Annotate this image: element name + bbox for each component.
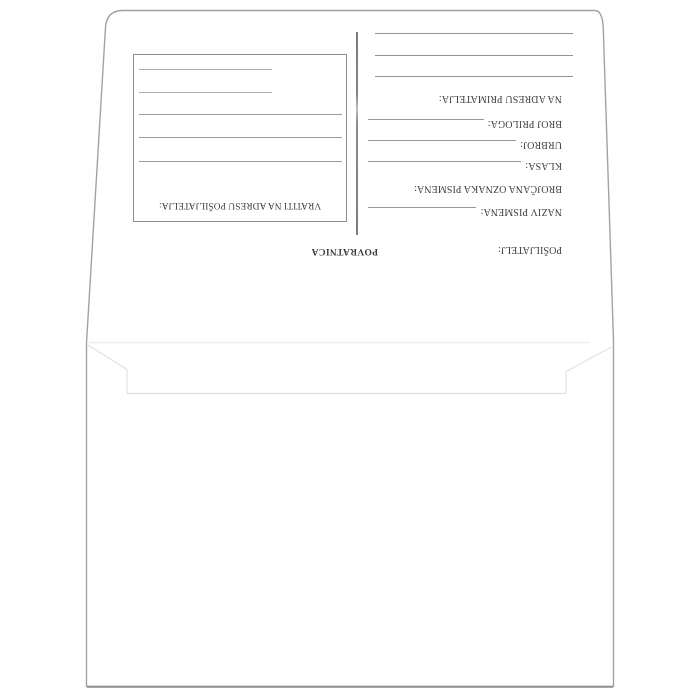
recipient-address-line [375, 76, 573, 77]
recipient-address-line [375, 33, 573, 34]
field-rule [368, 119, 484, 129]
form-title: POVRATNICA [311, 246, 378, 256]
field-row-na-adresu-primatelja [368, 93, 562, 104]
field-label: URBROJ: [520, 139, 562, 150]
field-label: NA ADRESU PRIMATELJA: [438, 93, 562, 104]
return-box-line [139, 69, 272, 70]
field-row-brojcana-oznaka [368, 183, 562, 194]
recipient-address-line [375, 55, 573, 56]
return-address-box [133, 54, 347, 222]
field-row-klasa [368, 160, 562, 171]
field-label: BROJČANA OZNAKA PISMENA: [414, 183, 562, 194]
return-box-line [139, 92, 272, 93]
field-row-broj-priloga [368, 118, 562, 129]
return-box-line [139, 114, 342, 115]
return-box-line [139, 161, 342, 162]
sender-label: POŠILJATELJ: [498, 244, 562, 255]
return-box-label: VRATITI NA ADRESU POŠILJATELJA: [158, 200, 322, 210]
povratnica-form [86, 10, 614, 360]
form-vertical-divider [357, 32, 359, 235]
field-row-urbroj [368, 139, 562, 150]
field-row-naziv-pismena [368, 206, 562, 217]
field-label: BROJ PRILOGA: [487, 118, 562, 129]
field-label: NAZIV PISMENA: [480, 206, 562, 217]
field-label: KLASA: [525, 160, 562, 171]
field-rule [368, 161, 521, 171]
return-box-line [139, 137, 342, 138]
field-rule [368, 207, 477, 217]
field-rule [368, 140, 516, 150]
